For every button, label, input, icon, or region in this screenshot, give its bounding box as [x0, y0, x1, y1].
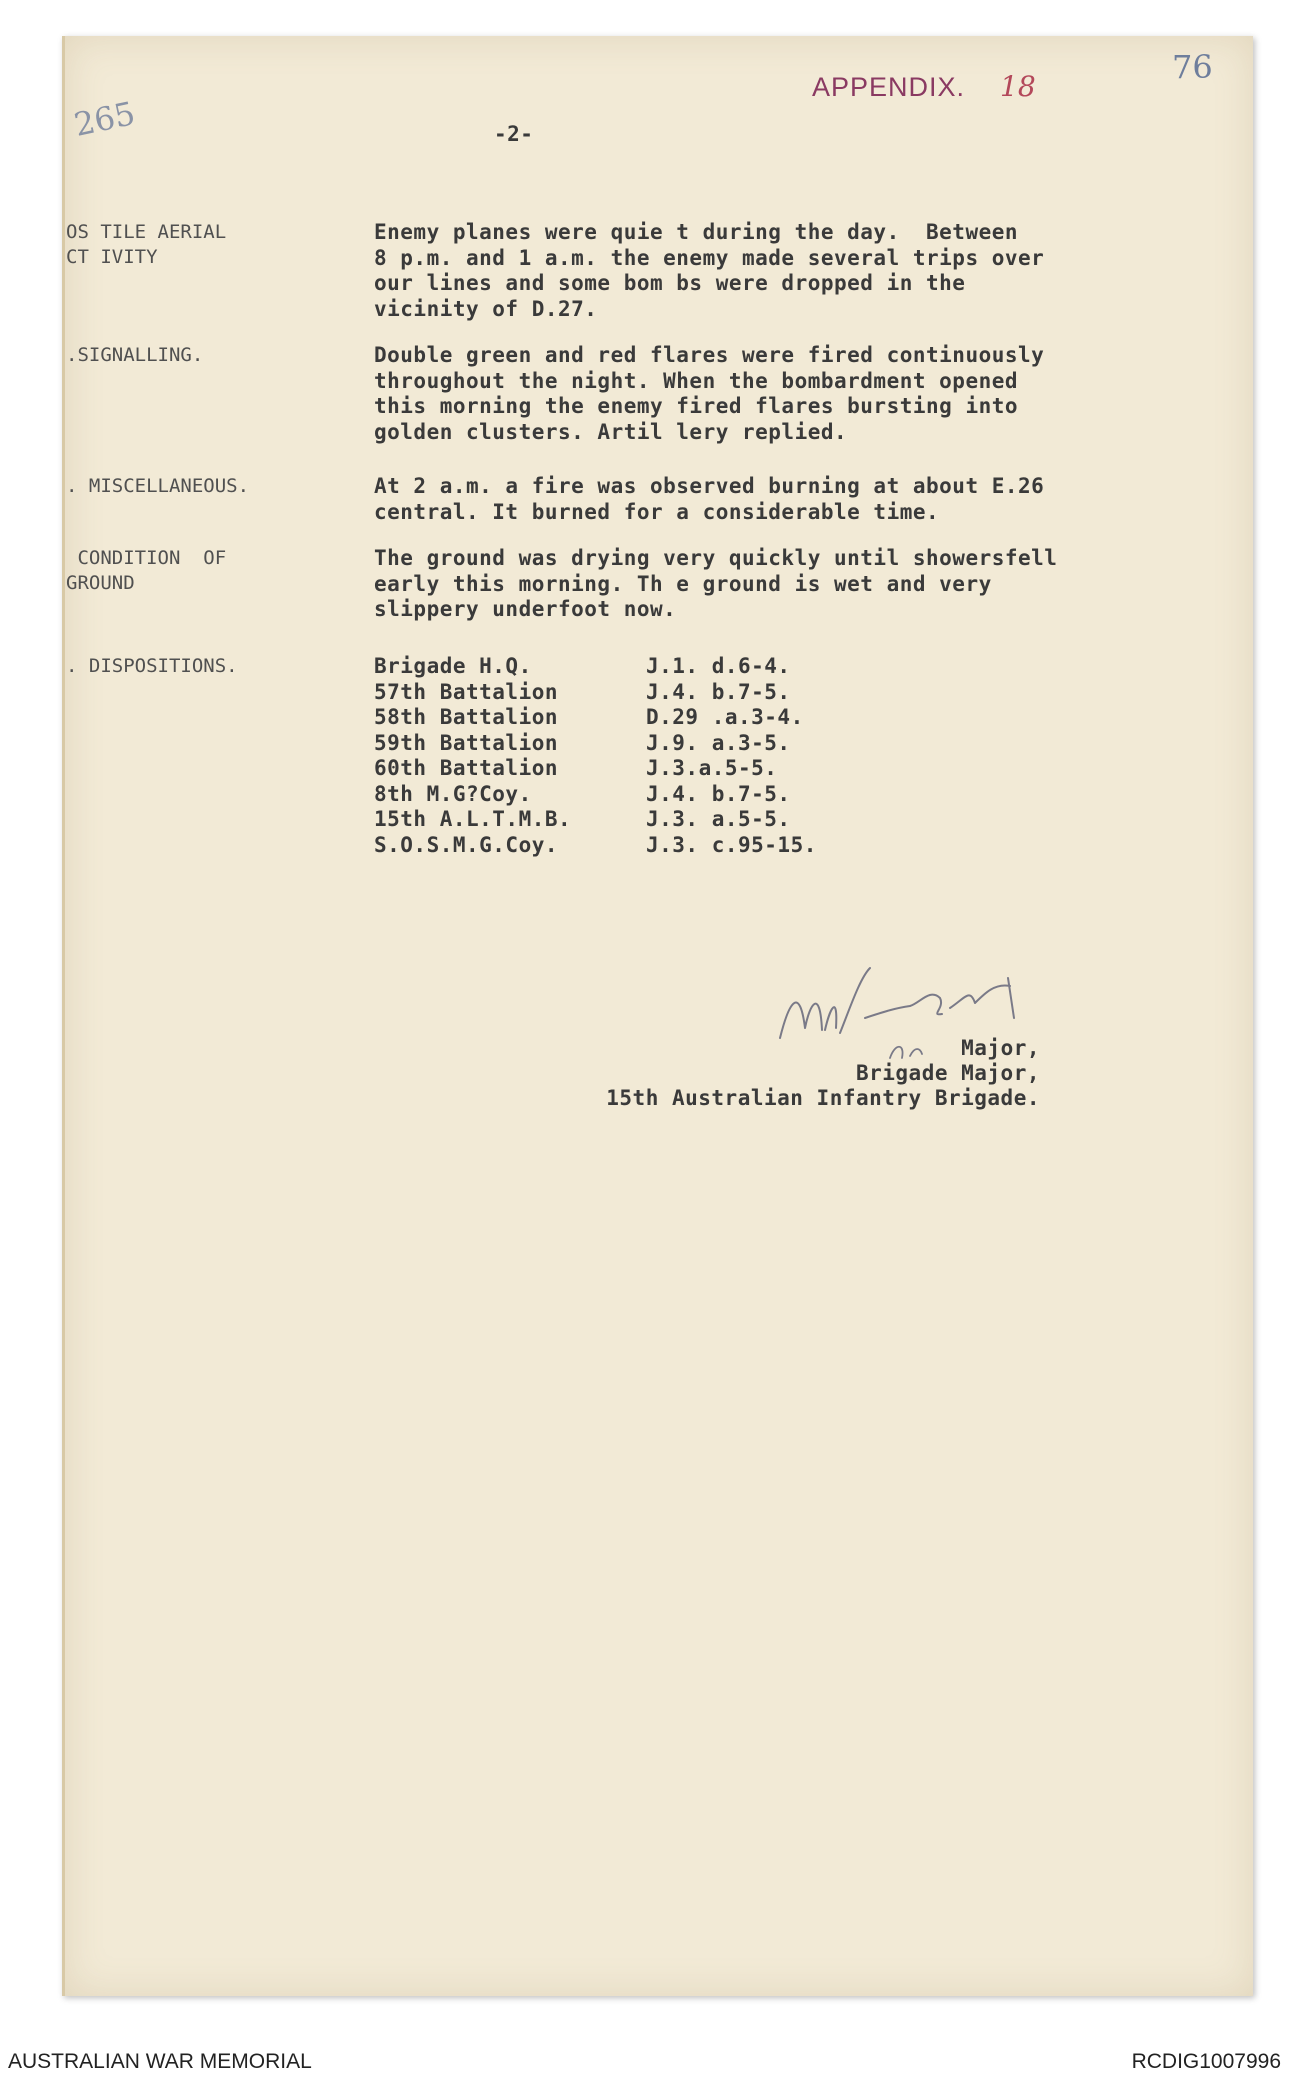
- disposition-unit: 59th Battalion: [374, 730, 559, 755]
- disposition-row: [374, 731, 817, 757]
- disposition-unit: 15th A.L.T.M.B.: [374, 807, 572, 831]
- signature-block: [540, 1036, 1040, 1111]
- section-heading-signalling: .SIGNALLING.: [66, 344, 204, 366]
- disposition-unit: 58th Battalion: [374, 705, 559, 729]
- appendix-stamp: APPENDIX.: [812, 72, 966, 102]
- signature-line-brigade: 15th Australian Infantry Brigade.: [606, 1086, 1040, 1110]
- disposition-ref: J.4. b.7-5.: [646, 781, 791, 806]
- disposition-row: [374, 705, 817, 731]
- disposition-ref: D.29 .a.3-4.: [646, 705, 804, 729]
- disposition-row: [374, 807, 817, 833]
- disposition-ref: J.3.a.5-5.: [646, 756, 778, 780]
- section-body-ground: The ground was drying very quickly until showersfell early this morning. Th e ground is wet and very slippery underfoot now.: [374, 546, 1058, 621]
- disposition-unit: 8th M.G?Coy.: [374, 781, 532, 806]
- section-heading-miscellaneous: . MISCELLANEOUS.: [66, 475, 250, 497]
- disposition-row: [374, 680, 817, 706]
- disposition-unit: 57th Battalion: [374, 679, 559, 704]
- disposition-ref: J.9. a.3-5.: [646, 730, 791, 755]
- footer-archive-name: AUSTRALIAN WAR MEMORIAL: [8, 2050, 312, 2073]
- section-heading-hostile-aerial: OS TILE AERIAL CT IVITY: [66, 221, 227, 268]
- footer-record-id: RCDIG1007996: [1131, 2050, 1281, 2073]
- section-heading-dispositions: . DISPOSITIONS.: [66, 655, 238, 677]
- appendix-number: 18: [1000, 70, 1036, 103]
- disposition-ref: J.3. a.5-5.: [646, 807, 791, 831]
- section-body-miscellaneous: At 2 a.m. a fire was observed burning at about E.26 central. It burned for a considerable time.: [374, 474, 1045, 524]
- signature-line-brigade-major: Brigade Major,: [855, 1061, 1040, 1085]
- disposition-row: [374, 833, 817, 859]
- document-page: [62, 36, 1253, 1996]
- disposition-ref: J.1. d.6-4.: [646, 654, 791, 678]
- disposition-unit: Brigade H.Q.: [374, 654, 532, 678]
- disposition-row: [374, 782, 817, 808]
- pencil-page-number: 265: [70, 94, 139, 144]
- folio-number: 76: [1172, 48, 1213, 86]
- disposition-row: [374, 756, 817, 782]
- disposition-unit: 60th Battalion: [374, 756, 559, 780]
- disposition-row: [374, 654, 817, 680]
- signature-line-major: Major,: [961, 1036, 1040, 1060]
- section-body-hostile-aerial: Enemy planes were quie t during the day. Between 8 p.m. and 1 a.m. the enemy made several trips over our lines and some bom bs were dropped in the vicinity of D.27.: [374, 220, 1045, 321]
- dispositions-table: [374, 654, 817, 858]
- disposition-ref: J.4. b.7-5.: [646, 679, 791, 704]
- disposition-unit: S.O.S.M.G.Coy.: [374, 832, 559, 857]
- page-number: -2-: [494, 122, 534, 146]
- disposition-ref: J.3. c.95-15.: [646, 832, 817, 857]
- section-body-signalling: Double green and red flares were fired continuously throughout the night. When the bombardment opened this morning the enemy fired flares bursting into golden clusters. Artil lery replied.: [374, 343, 1045, 444]
- section-heading-ground: CONDITION OF GROUND: [66, 547, 227, 594]
